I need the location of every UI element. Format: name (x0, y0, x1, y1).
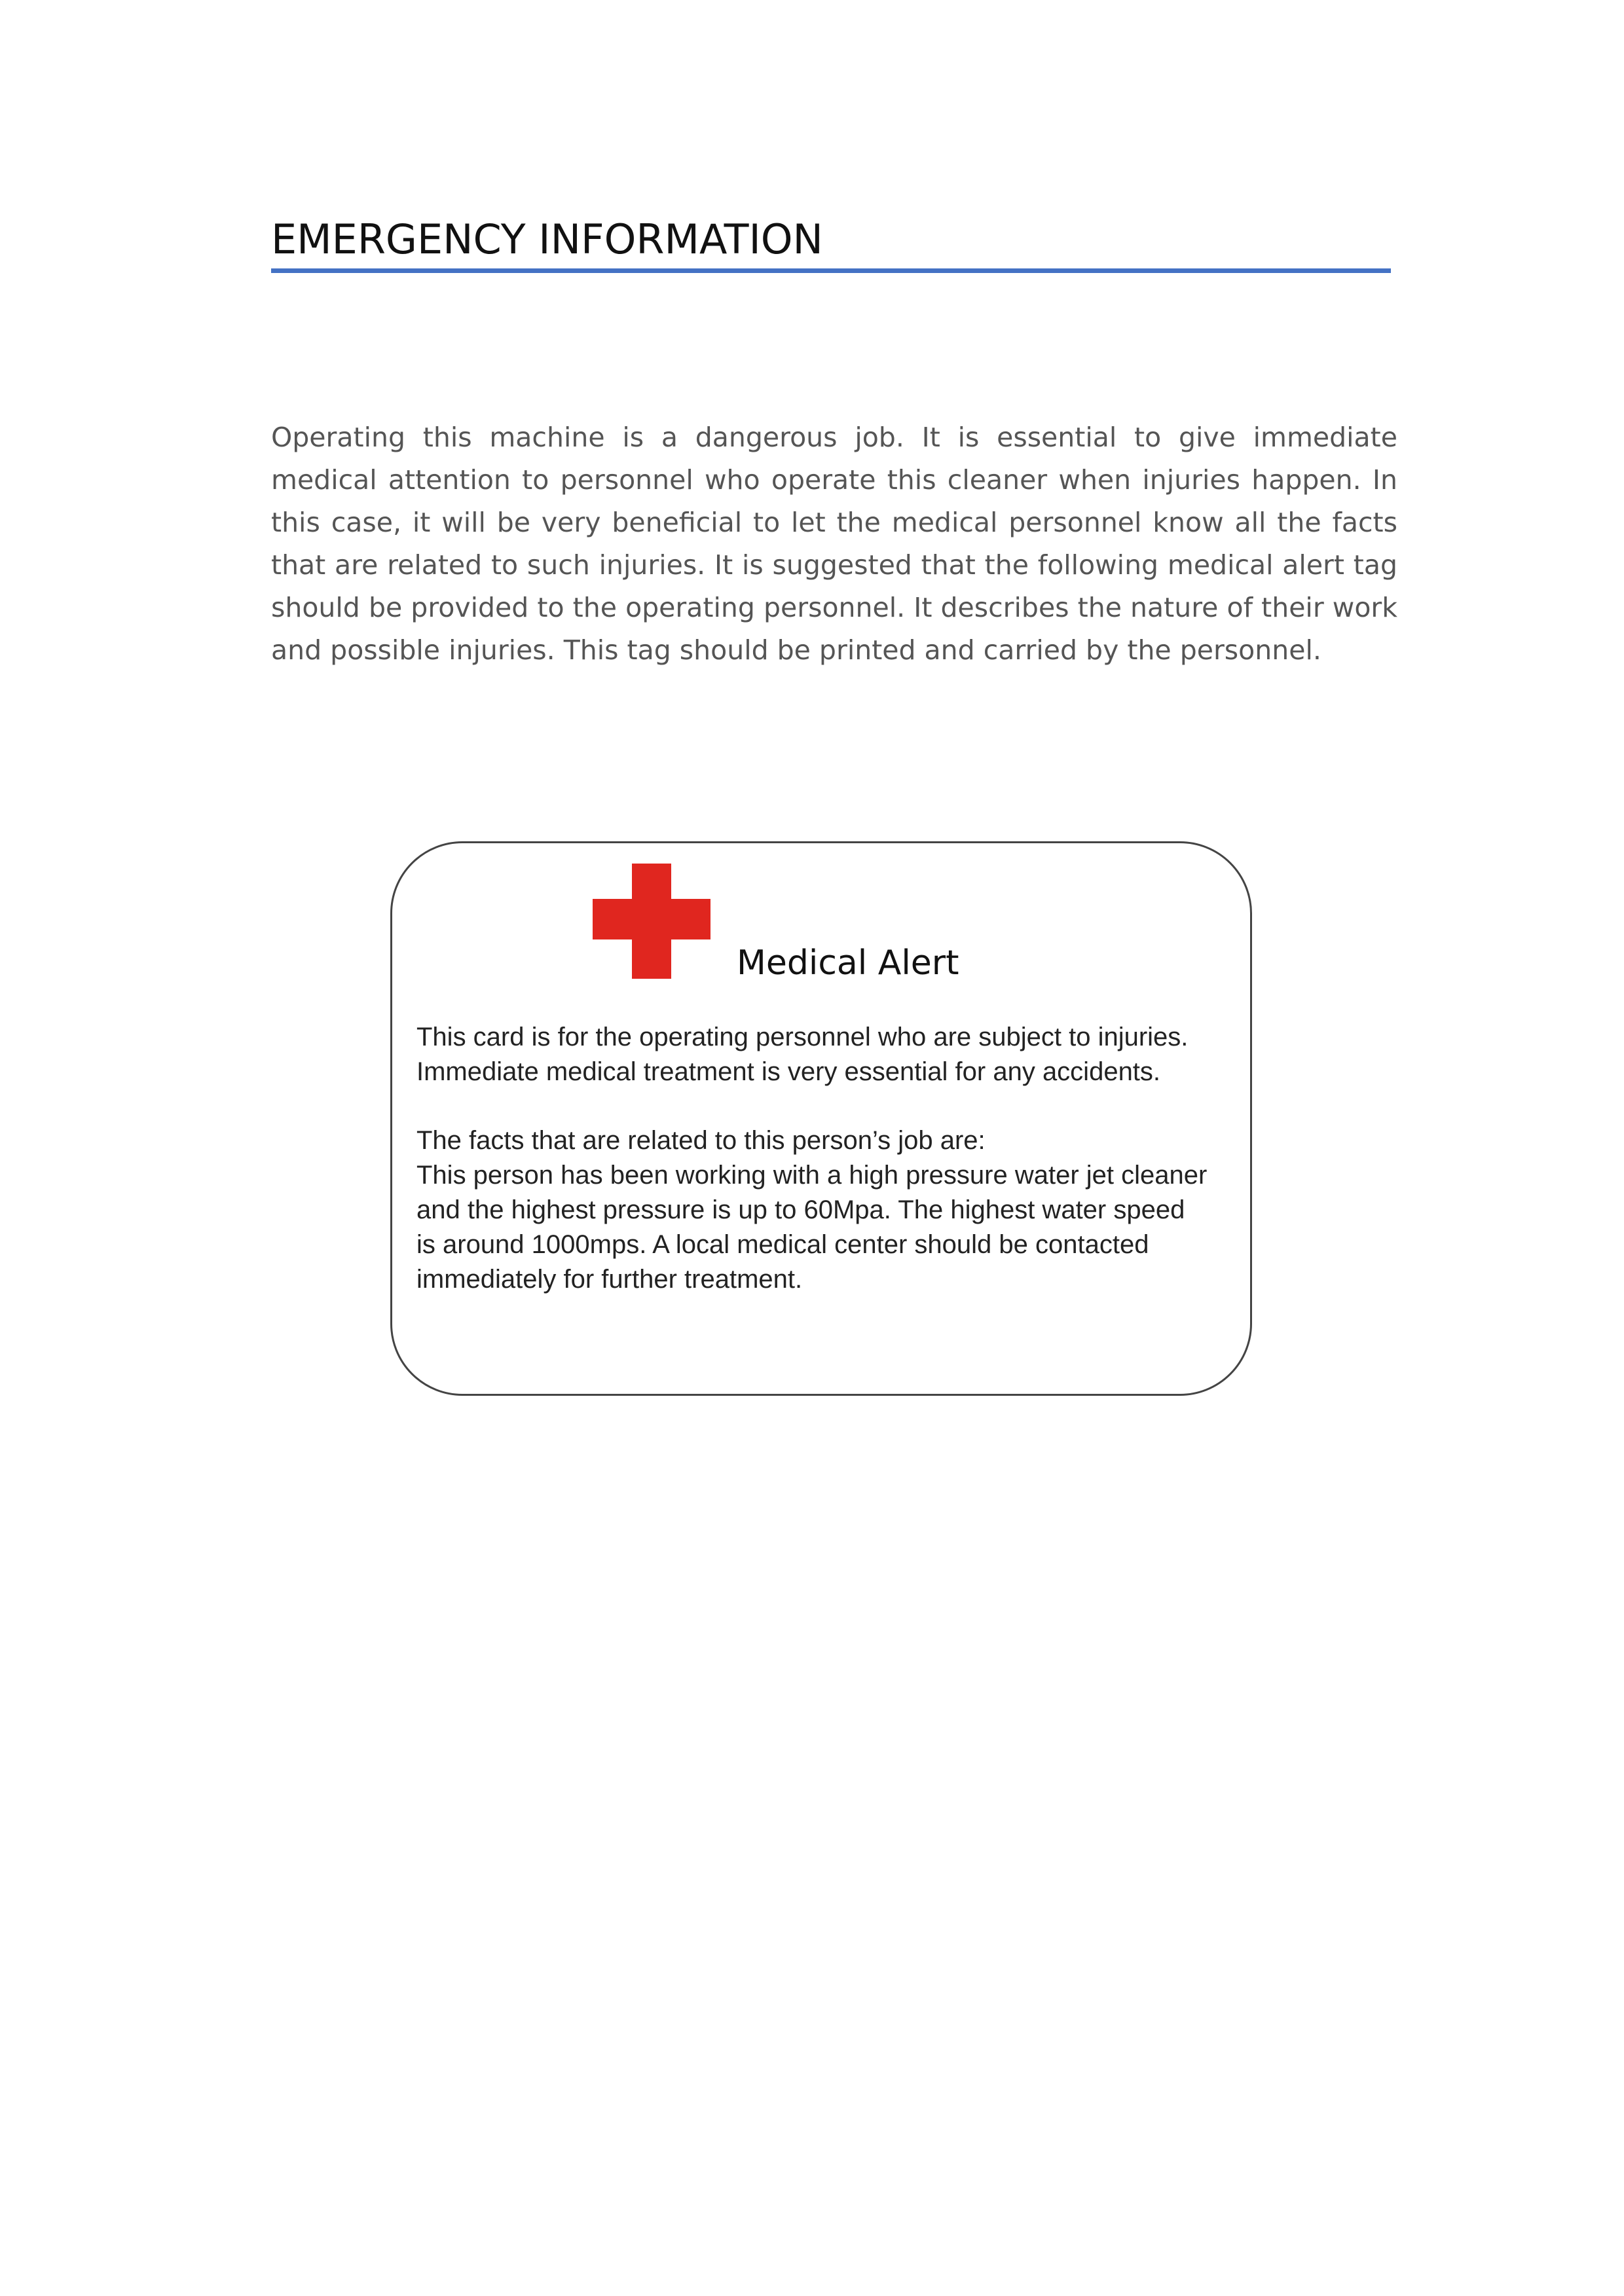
page-title: EMERGENCY INFORMATION (271, 215, 823, 263)
card-line: The facts that are related to this person’s job are: (416, 1126, 986, 1155)
medical-alert-card (390, 841, 1252, 1396)
card-line: immediately for further treatment. (416, 1265, 803, 1294)
card-paragraph-purpose (416, 1020, 1261, 1089)
card-line: and the highest pressure is up to 60Mpa. The highest water speed (416, 1195, 1185, 1224)
red-cross-icon (593, 864, 710, 979)
card-line: This person has been working with a high pressure water jet cleaner (416, 1161, 1208, 1190)
card-line: Immediate medical treatment is very essential for any accidents. (416, 1057, 1161, 1086)
card-line: is around 1000mps. A local medical center should be contacted (416, 1230, 1149, 1259)
intro-paragraph: Operating this machine is a dangerous job. It is essential to give immediate medical attention to personnel who operate this cleaner when injuries happen. In this case, it will be very beneficial to let the medical personnel know all the facts that are related to such injuries. It is suggested that the following medical alert tag should be provided to the operating personnel. It describes the nature of their work and possible injuries. This tag should be printed and carried by the personnel. (271, 422, 1397, 666)
card-title: Medical Alert (737, 943, 959, 983)
card-line: This card is for the operating personnel who are subject to injuries. (416, 1023, 1189, 1051)
title-underline (271, 268, 1391, 273)
card-paragraph-facts (416, 1123, 1261, 1297)
